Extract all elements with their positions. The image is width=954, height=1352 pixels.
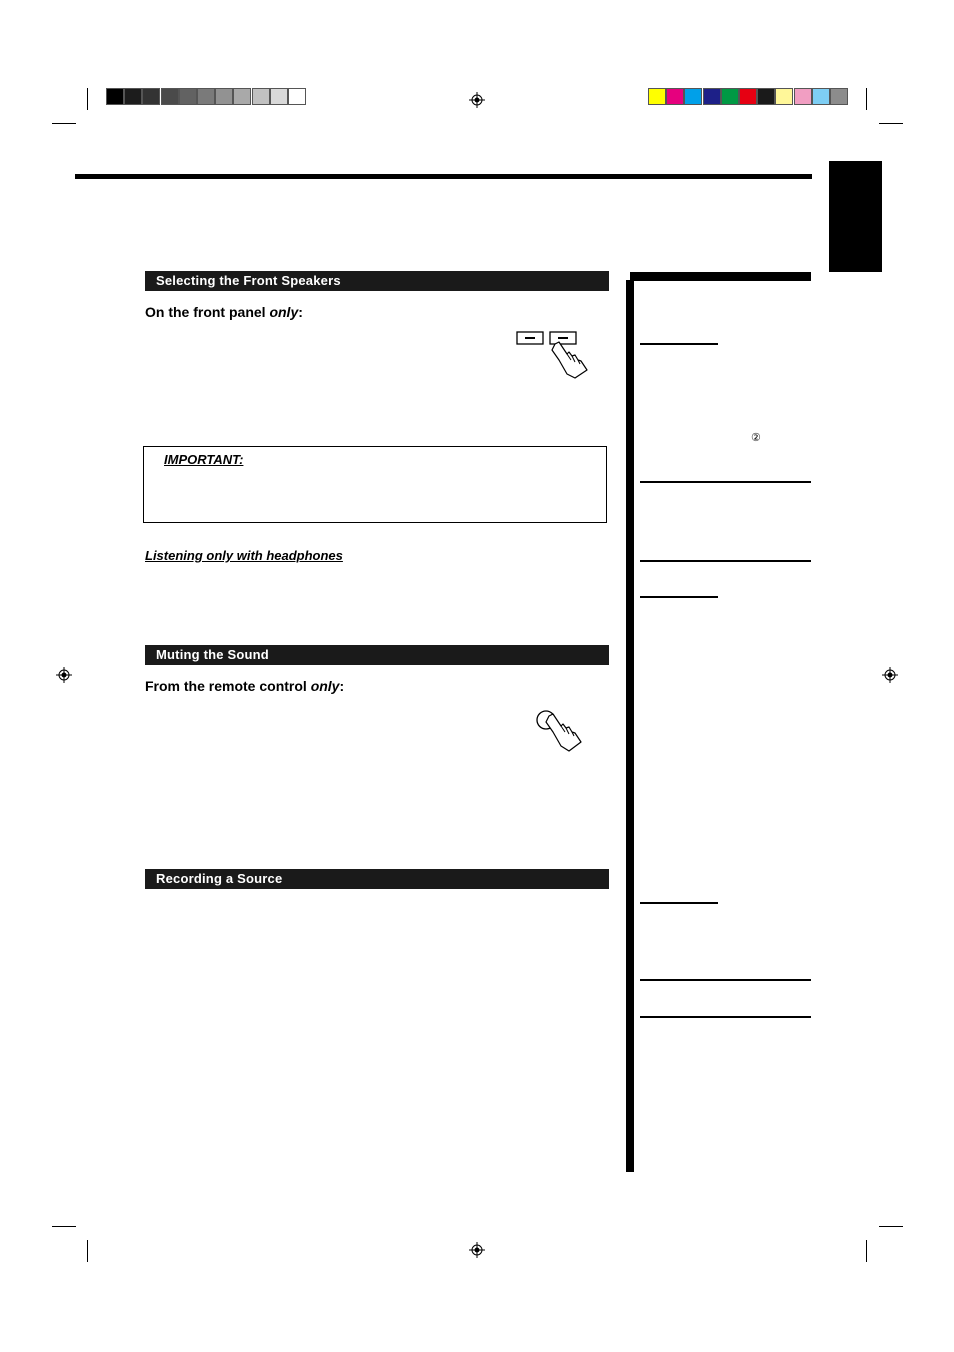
sidebar-spine (626, 280, 634, 1172)
color-swatch (270, 88, 288, 105)
color-swatch (288, 88, 306, 105)
registration-mark-icon (56, 667, 72, 683)
section-title: Muting the Sound (156, 647, 269, 662)
crop-mark-top-right-vertical (866, 88, 867, 110)
registration-mark-icon (469, 1242, 485, 1258)
crop-mark-top-left-horizontal (52, 123, 76, 124)
crop-mark-bottom-right-horizontal (879, 1226, 903, 1227)
color-swatch (233, 88, 251, 105)
sidebar-short-rule (640, 596, 718, 598)
color-swatch (106, 88, 124, 105)
color-swatch (215, 88, 233, 105)
section-title: Selecting the Front Speakers (156, 273, 341, 288)
section-header-recording (145, 869, 609, 889)
color-swatch (179, 88, 197, 105)
color-swatch (775, 88, 793, 105)
color-swatch (666, 88, 684, 105)
section-header-front-speakers (145, 271, 609, 291)
color-swatch (739, 88, 757, 105)
registration-mark-icon (469, 92, 485, 108)
color-swatch (161, 88, 179, 105)
color-swatch (197, 88, 215, 105)
crop-mark-top-right-horizontal (879, 123, 903, 124)
language-side-tab (829, 161, 882, 272)
round-button-press-hand-icon (533, 708, 593, 754)
important-label: IMPORTANT: (164, 452, 244, 467)
sidebar-long-rule (640, 1016, 811, 1018)
color-swatch (124, 88, 142, 105)
color-swatch (757, 88, 775, 105)
color-swatch (684, 88, 702, 105)
section-title: Recording a Source (156, 871, 283, 886)
color-swatch (721, 88, 739, 105)
sidebar-long-rule (640, 560, 811, 562)
color-swatch (703, 88, 721, 105)
button-press-hand-icon (515, 330, 591, 380)
important-notice-box (143, 446, 607, 523)
header-rule (75, 174, 812, 179)
crop-mark-bottom-left-vertical (87, 1240, 88, 1262)
crop-mark-bottom-left-horizontal (52, 1226, 76, 1227)
sidebar-long-rule (640, 481, 811, 483)
crop-mark-bottom-right-vertical (866, 1240, 867, 1262)
remote-control-subheading: From the remote control only: (145, 678, 345, 694)
sidebar-top-bar (630, 272, 811, 281)
color-swatch (252, 88, 270, 105)
color-swatch (794, 88, 812, 105)
registration-mark-icon (882, 667, 898, 683)
color-swatch (648, 88, 666, 105)
front-panel-subheading: On the front panel only: (145, 304, 303, 320)
crop-mark-top-left-vertical (87, 88, 88, 110)
section-header-muting (145, 645, 609, 665)
color-swatch (830, 88, 848, 105)
step-marker: ② (751, 432, 761, 444)
headphones-subheading: Listening only with headphones (145, 548, 343, 563)
color-swatch (142, 88, 160, 105)
sidebar-short-rule (640, 902, 718, 904)
color-swatch (812, 88, 830, 105)
sidebar-long-rule (640, 979, 811, 981)
sidebar-short-rule (640, 343, 718, 345)
